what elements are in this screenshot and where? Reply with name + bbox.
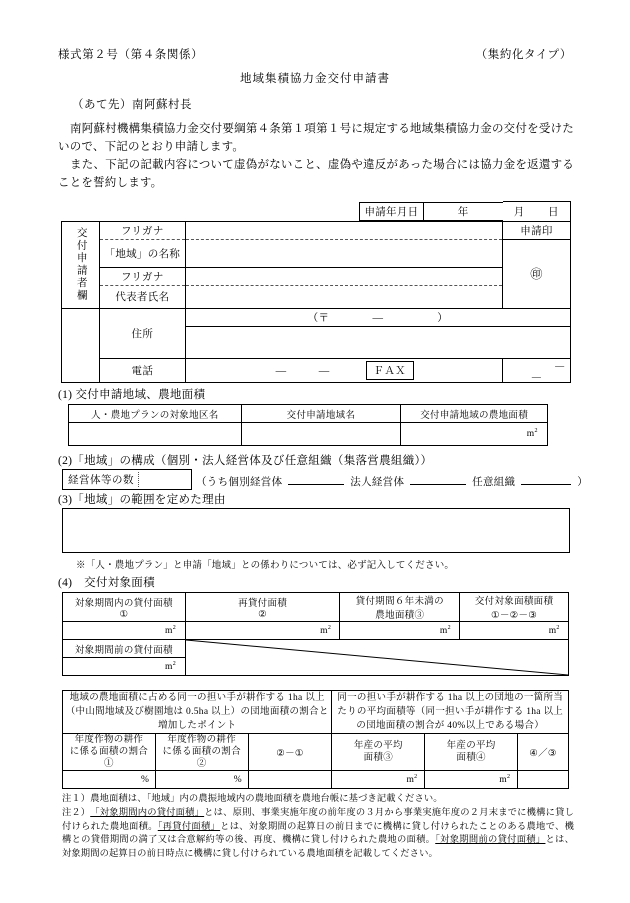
unit-square-meter: $m^2$: [156, 658, 185, 676]
tel-value[interactable]: ― ―: [221, 365, 330, 377]
cell-farmland-area[interactable]: [401, 423, 518, 446]
cell-applied-area[interactable]: [241, 423, 401, 446]
cell-diff[interactable]: [248, 771, 332, 789]
footnote-2-text-3: とは、対象期間の起算日の前日時点に機構に貸し付けられている農地面積を記載してください。: [62, 835, 574, 859]
fax-label: ＦＡＸ: [366, 361, 413, 379]
footnote-2-term-3: 「対象期間前の貸付面積」: [435, 835, 546, 845]
tel-label: 電話: [99, 358, 185, 382]
spacer-cell: [99, 202, 185, 222]
unit-square-meter: $m^2$: [156, 622, 185, 640]
inline-prefix: （うち個別経営体: [196, 477, 283, 488]
col-header-avg-4: 年産の平均 面積④: [425, 734, 518, 771]
col-header-applied-area: 交付申請地域名: [241, 405, 401, 423]
body-paragraph-2-text: また、下記の記載内容について虚偽がないこと、虚偽や違反があった場合には協力金を返還することを誓約します。: [58, 159, 574, 189]
table-row-prior-label: [63, 640, 569, 658]
footnote-2-term-2: 「再貸付面積」: [157, 821, 221, 832]
spacer-cell: [62, 202, 100, 222]
cell-ratio-2[interactable]: [155, 771, 228, 789]
applicant-table: [61, 201, 593, 383]
unit-square-meter: $m^2$: [518, 423, 548, 446]
corporate-entity-input[interactable]: [410, 472, 466, 485]
date-header-cell: [185, 202, 502, 222]
cell-ratio-1[interactable]: [63, 771, 136, 789]
footnote-1-label: 注１）: [62, 794, 91, 804]
footnote-2-label: 注２）: [62, 808, 91, 818]
voluntary-org-input[interactable]: [521, 472, 571, 485]
row-value-representative[interactable]: [185, 285, 502, 308]
table-row-date: [62, 202, 571, 222]
footnote-1-text: 農地面積は、「地域」内の農振地域内の農地面積を農地台帳に基づき記載ください。: [90, 794, 443, 804]
seal-icon: ㊞: [530, 267, 543, 281]
address-label: 住所: [99, 308, 185, 358]
date-label: 申請年月日: [360, 202, 423, 220]
table-row-furigana-1: [62, 221, 571, 239]
divider: [138, 472, 139, 487]
col-header-relending: 再貸付面積 ②: [185, 593, 340, 622]
seal-label: 申請印: [503, 221, 571, 239]
section4-table-a: [62, 592, 569, 676]
unit-percent: %: [135, 771, 155, 789]
row-label-area-name: 「地域」の名称: [99, 239, 185, 267]
date-day: 日: [547, 206, 559, 218]
col-header-under-6yr: 貸付期間６年未満の 農地面積③: [340, 593, 460, 622]
row-label-representative: 代表者氏名: [99, 285, 185, 308]
body-paragraph-2: [58, 156, 574, 192]
cell-under-6yr[interactable]: [340, 622, 432, 640]
applicant-side-label-cell: [62, 221, 100, 308]
tel-fax-cell: [185, 358, 502, 382]
diagonal-strike-cell: [185, 640, 568, 676]
footnote-2-term-1: 「対象期間内の貸付面積」: [90, 808, 205, 818]
inline-label-voluntary: 任意組織: [472, 477, 516, 488]
table-row-values: [69, 423, 548, 446]
header-row: [58, 46, 572, 62]
table-row-values: [63, 771, 569, 789]
fax-value-left: [413, 361, 502, 379]
col-header-ratio-2: 年度作物の耕作 に係る面積の割合②: [155, 734, 248, 771]
postal-code-field[interactable]: （〒 ― ）: [185, 308, 570, 326]
entity-count-label: 経営体等の数: [68, 475, 134, 486]
row-label-furigana-1: フリガナ: [99, 221, 185, 239]
col-header-ratio-1: 年度作物の耕作 に係る面積の割合①: [63, 734, 156, 771]
addressee: （あて先）南阿蘇村長: [72, 99, 192, 111]
unit-square-meter: $m^2$: [540, 622, 568, 640]
cell-avg-4[interactable]: [425, 771, 493, 789]
section4-table-b: [62, 690, 569, 789]
body-paragraph-1: [58, 120, 574, 156]
footnote-1: [62, 793, 574, 807]
seal-stamp-cell[interactable]: [503, 239, 571, 308]
col-header-lending-in-period: 対象期間内の貸付面積 ①: [63, 593, 186, 622]
table-row-area-name: [62, 239, 571, 267]
spacer-cell: [62, 308, 100, 358]
body-paragraph-1-text: 南阿蘇村機構集積協力金交付要綱第４条第１項第１号に規定する地域集積協力金の交付を受けたいので、下記のとおり申請します。: [58, 123, 574, 153]
table-row-header: [69, 405, 548, 423]
row-value-area-name[interactable]: [185, 239, 502, 267]
inline-suffix: ）: [577, 477, 589, 488]
spacer-cell: [62, 358, 100, 382]
date-month: 月: [513, 206, 525, 218]
cell-ratio-4-3[interactable]: [518, 771, 569, 789]
section1-table: [68, 404, 548, 446]
unit-square-meter: $m^2$: [493, 771, 518, 789]
diagonal-line-icon: [186, 640, 568, 675]
cell-prior-period-area[interactable]: [63, 658, 157, 676]
col-header-plan-area: 人・農地プランの対象地区名: [69, 405, 242, 423]
section2-heading: (2)「地域」の構成（個別・法人経営体及び任意組織（集落営農組織））: [58, 455, 433, 467]
inline-label-corporate: 法人経営体: [350, 477, 405, 488]
type-tag: （集約化タイプ）: [475, 49, 572, 61]
section2-inline-fields: [196, 472, 588, 489]
table-row-tel-fax: [62, 358, 571, 382]
cell-plan-area[interactable]: [69, 423, 242, 446]
cell-relending[interactable]: [185, 622, 312, 640]
form-number: 様式第２号（第４条関係）: [58, 49, 204, 61]
date-year-cell[interactable]: 年: [423, 202, 502, 220]
entity-count-box: [62, 469, 192, 490]
table-row-group-headers: [63, 691, 569, 734]
col-header-target-area: 交付対象面積面積 ①－②－③: [460, 593, 569, 622]
footnote-2: [62, 807, 574, 861]
address-value[interactable]: [185, 326, 570, 358]
section4-heading: (4) 交付対象面積: [58, 577, 155, 589]
unit-square-meter: $m^2$: [312, 622, 340, 640]
table-row-subheaders: [63, 734, 569, 771]
date-month-day-cell[interactable]: [503, 202, 571, 222]
unit-square-meter: $m^2$: [432, 622, 460, 640]
unit-square-meter: $m^2$: [400, 771, 425, 789]
section1-heading: (1) 交付申請地域、農地面積: [58, 389, 206, 401]
col-header-avg-3: 年産の平均 面積③: [332, 734, 425, 771]
cell-target-area[interactable]: [460, 622, 541, 640]
reason-textarea[interactable]: [62, 508, 570, 553]
cell-lending-in-period[interactable]: [63, 622, 157, 640]
table-row-furigana-2: [62, 267, 571, 285]
col-header-farmland-area: 交付申請地域の農地面積: [401, 405, 548, 423]
fax-value[interactable]: ― ―: [503, 358, 571, 382]
group-header-left: 地域の農地面積に占める同一の担い手が耕作する 1ha 以上（中山間地域及び樹園地は 0.5ha 以上）の団地面積の割合と増加したポイント: [63, 691, 332, 734]
section3-note: ※「人・農地プラン」と申請「地域」との係わりについては、必ず記入してください。: [76, 561, 455, 571]
row-value-furigana-1[interactable]: [185, 221, 502, 239]
col-header-ratio-4-3: ④／③: [518, 734, 569, 771]
row-label-furigana-2: フリガナ: [99, 267, 185, 285]
unit-percent: %: [228, 771, 248, 789]
row-value-furigana-2[interactable]: [185, 267, 502, 285]
applicant-side-label: 交付申請者欄: [75, 227, 87, 302]
table-row-postal: [62, 308, 571, 326]
page-title: 地域集積協力金交付申請書: [240, 73, 390, 85]
prior-period-label: 対象期間前の貸付面積: [63, 640, 186, 658]
footnote-2-text-2: とは、対象期間の起算日の前日までに機構に貸し付けられたことのある農地で、機構との貸借期間の満了又は合意解約等の後、再度、機構に貸し付けられた農地の面積。: [62, 821, 574, 845]
col-header-diff: ②－①: [248, 734, 332, 771]
cell-avg-3[interactable]: [332, 771, 400, 789]
footnote-2-text-1: とは、原則、事業実施年度の前年度の３月から事業実施年度の２月末までに機構に貸し付けられた農地面積。: [62, 808, 574, 832]
individual-entity-input[interactable]: [288, 472, 344, 485]
table-row-values: [63, 622, 569, 640]
section3-heading: (3)「地域」の範囲を定めた理由: [58, 494, 226, 506]
table-row-representative: [62, 285, 571, 308]
group-header-right: 同一の担い手が耕作する 1ha 以上の団地の一箇所当たりの平均面積等（同一担い手が耕作する 1ha 以上の団地面積の割合が 40%以上である場合）: [332, 691, 569, 734]
table-row-header: [63, 593, 569, 622]
